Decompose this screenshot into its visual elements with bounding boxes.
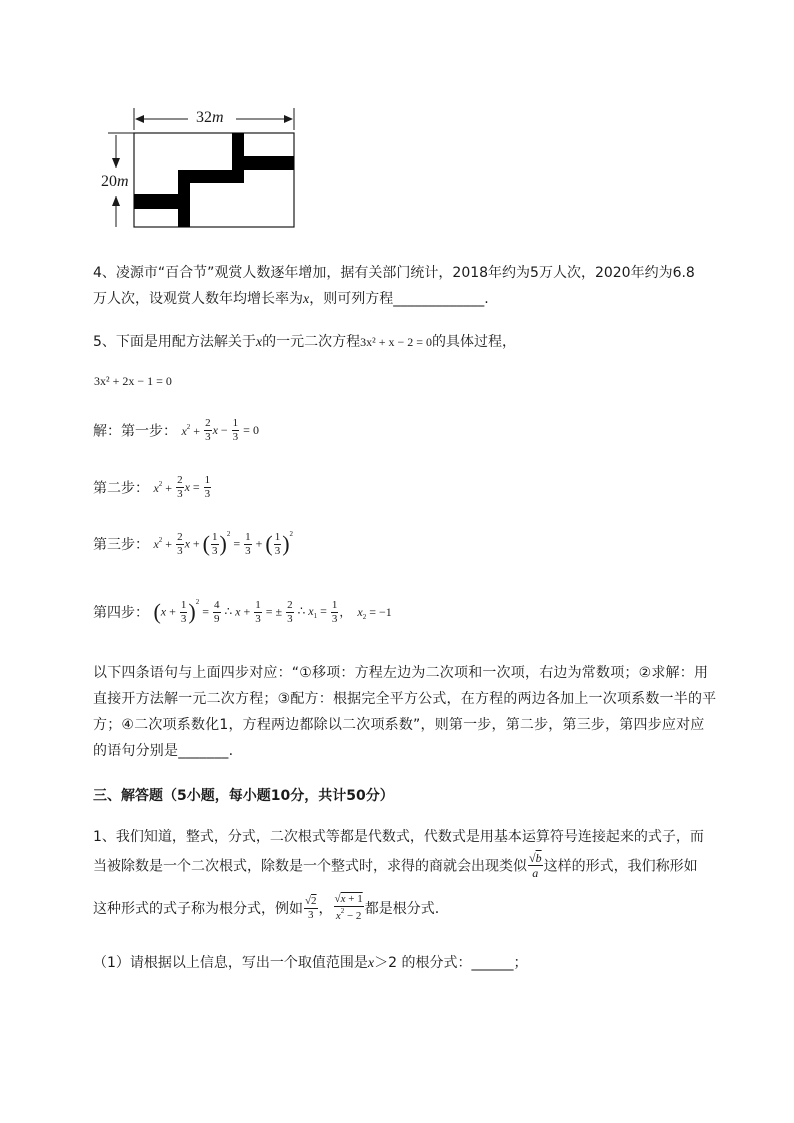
q5-para-line1: 以下四条语句与上面四步对应：“①移项：方程左边为二次项和一次项，右边为常数项；②求解：用 xyxy=(93,665,709,681)
q5-paragraph xyxy=(93,660,741,764)
arrowhead-right xyxy=(284,115,293,123)
q5-para-line4: 的语句分别是_______. xyxy=(93,743,234,759)
q5-step4: 第四步： (x + $\frac{1}{3}$ )$^2$ = $\frac{4}{9}$ ∴ x + $\frac{1}{3}$ = ± $\frac{2}{3}$ ∴ $x_1$ = $\frac{1}{3}$ ， $x_2 = -1$ xyxy=(93,598,392,625)
q5-step3: 第三步： $x^2$ + $\frac{2}{3}$ x + ( $\frac{1}{3}$ )$^2$ = $\frac{1}{3}$ + ( $\frac{1}{3}$ )$^2$ xyxy=(93,530,294,557)
p1-line1: 1、我们知道，整式，分式，二次根式等都是代数式，代数式是用基本运算符号连接起来的式子，而 xyxy=(93,829,704,845)
q4-line2: 万人次，设观赏人数年均增长率为x，则可列方程_____________. xyxy=(93,291,489,307)
p1-sub1-answer-blank[interactable]: ______ xyxy=(471,955,514,971)
height-label: 20m xyxy=(101,173,129,190)
section3-heading: 三、解答题（5小题，每小题10分，共计50分） xyxy=(93,788,394,804)
q5-para-line2: 直接开方法解一元二次方程；③配方：根据完全平方公式，在方程的两边各加上一次项系数一半的平 xyxy=(93,691,717,707)
q5-intro: 5、下面是用配方法解关于x的一元二次方程3x² + x − 2 = 0的具体过程， xyxy=(93,334,517,350)
arrowhead-up xyxy=(112,196,120,206)
arrowhead-left xyxy=(135,115,144,123)
p1-sub1: （1）请根据以上信息，写出一个取值范围是x＞2 的根分式：______； xyxy=(93,955,528,971)
q5-para-line3: 方；④二次项系数化1，方程两边都除以二次项系数”，则第一步，第二步，第三步，第四步应对应 xyxy=(93,717,705,733)
p1-line2: 当被除数是一个二次根式，除数是一个整式时，求得的商就会出现类似 $\frac{√b}{a}$ 这样的形式，我们称形如 xyxy=(93,851,698,880)
q4-answer-blank[interactable]: _____________ xyxy=(393,291,485,307)
q5-equation: 3x² + 2x − 1 = 0 xyxy=(94,374,172,388)
arrowhead-down xyxy=(112,158,120,168)
path-segment-5 xyxy=(232,156,294,170)
q5-step1: 解：第一步： $x^2$ + $\frac{2}{3}$ x − $\frac{1}{3}$ = 0 xyxy=(93,417,259,443)
q4-line1: 4、凌源市“百合节”观赏人数逐年增加，据有关部门统计，2018年约为5万人次，2020年约为6.8 xyxy=(93,265,695,281)
width-label: 32m xyxy=(196,109,224,126)
p1-line3: 这种形式的式子称为根分式，例如 $\frac{√2}{3}$ ， $\frac{√x + 1}{x^2 - 2}$ 都是根分式. xyxy=(93,893,440,922)
q5-step2: 第二步： $x^2$ + $\frac{2}{3}$ x = $\frac{1}{3}$ xyxy=(93,474,211,500)
